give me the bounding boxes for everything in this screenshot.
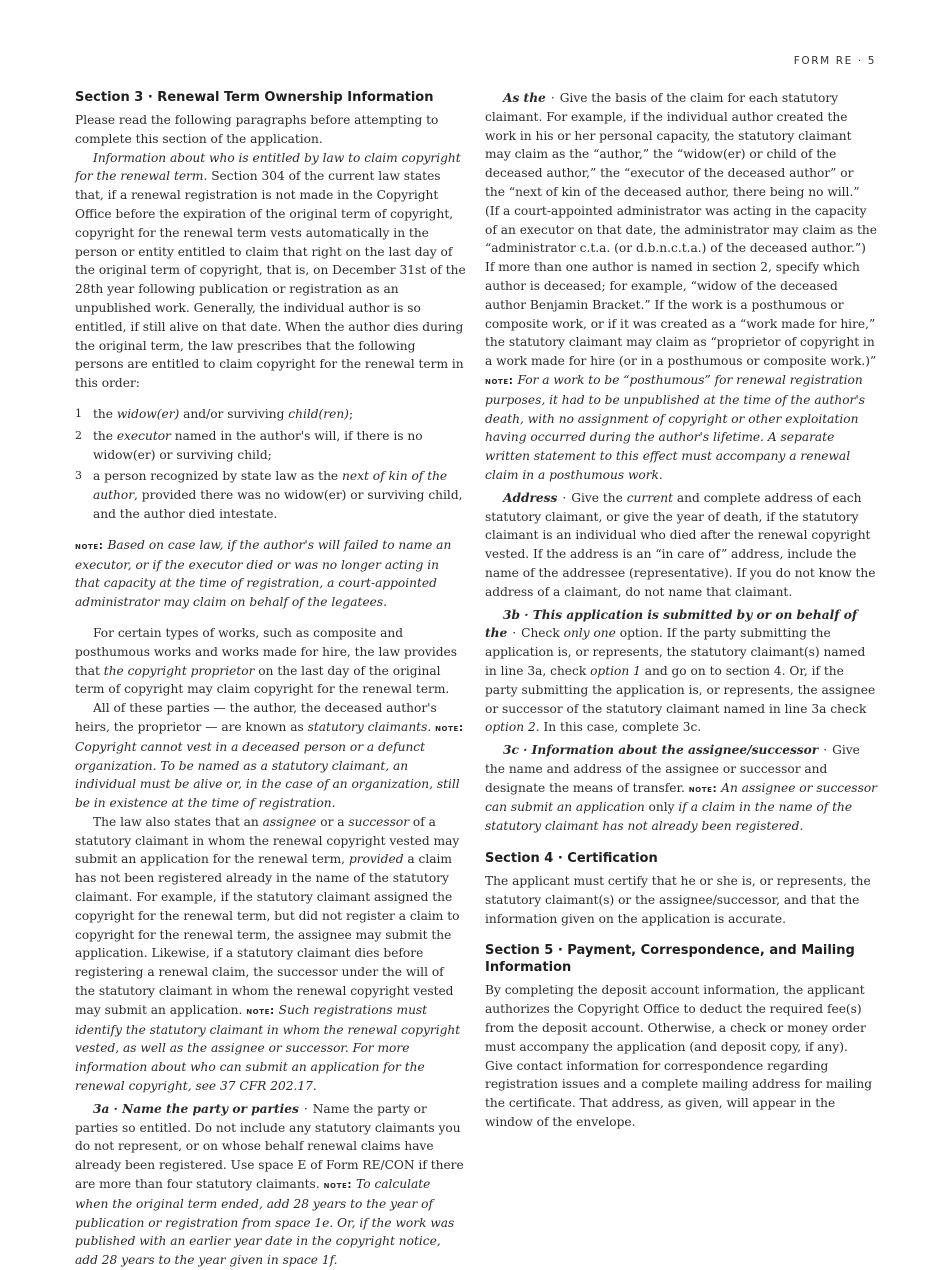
claimants-emphasis: statutory claimants <box>307 719 428 734</box>
running-head: FORM RE · 5 <box>793 55 876 67</box>
line-3a-text: Name the party or parties so entitled. Do not include any statutory claimants you do not represent, or on whose behalf renewal claims have already been registered. Use space E of Form RE/CON if there are more than four statutory claimants. <box>75 1101 464 1192</box>
who-entitled-lead: Information about who is entitled by law to claim copyright for the renewal term. <box>75 150 461 184</box>
list-item <box>75 427 467 465</box>
as-the-paragraph <box>485 89 877 485</box>
line-3b-text: Check <box>521 626 564 641</box>
law-emphasis: successor <box>348 814 410 829</box>
address-text: Give the <box>571 490 627 505</box>
who-entitled-text: Section 304 of the current law states that, if a renewal registration is not made in the Copyright Office before the expiration of the original term of copyright, copyright for the renewal term vests automatically in the person or entity entitled to claim that right on the last day of the original term of copyright, that is, on December 31st of the 28th year following publication or registration as an unpublished work. Generally, the individual author is so entitled, if still alive on that date. When the author dies during the original term, the law prescribes that the following persons are entitled to claim copyright for the renewal term in this order: <box>75 169 466 391</box>
list-item-text: , provided there was no widow(er) or surviving child, and the author died intestate. <box>93 488 463 521</box>
line-3b-paragraph <box>485 606 877 738</box>
separator-dot: · <box>823 743 828 758</box>
line-3c-paragraph <box>485 741 877 836</box>
list-item-emphasis: executor <box>116 428 171 443</box>
right-column <box>485 89 877 1132</box>
line-3b-emphasis: option 2 <box>485 720 536 735</box>
note-label: note : <box>75 540 104 552</box>
claimant-order-list <box>75 405 467 524</box>
note-label: note : <box>324 1179 353 1191</box>
section-3-title: Section 3 · Renewal Term Ownership Information <box>75 90 434 105</box>
list-item <box>75 467 467 523</box>
note-label: note : <box>689 783 718 795</box>
separator-dot: · <box>550 91 555 105</box>
line-3c-text: Give the name and address of the assignee or successor and designate the means of transfer. <box>485 743 860 795</box>
line-3b-text: . In this case, complete 3c. <box>535 720 702 735</box>
address-run-in-head: Address <box>503 490 558 505</box>
claimants-note-text: Copyright cannot vest in a deceased person or a defunct organization. To be named as a statutory claimant, an individual must be alive or, in the case of an organization, still be in existence at the time of registration. <box>75 739 460 811</box>
address-paragraph <box>485 489 877 602</box>
list-item-number: 3 <box>75 469 82 483</box>
line-3b-emphasis: option 1 <box>590 663 641 678</box>
left-column <box>75 89 467 1270</box>
list-item-text: named in the author's will, if there is no widow(er) or surviving child; <box>93 428 423 462</box>
line-3b-text: and go on to section 4. Or, if the party submitting the application is, or represents, the assignee or successor of the statutory claimant named in line 3a check <box>485 663 876 716</box>
law-emphasis: assignee <box>262 814 317 829</box>
list-item-number: 1 <box>75 406 82 420</box>
section-4-title: Section 4 · Certification <box>485 851 658 867</box>
list-item-text: the <box>93 406 117 421</box>
as-the-run-in-head: As the <box>503 91 546 105</box>
list-item-text: the <box>93 428 117 443</box>
line-3a-run-in-head: 3a · Name the party or parties <box>93 1101 299 1116</box>
separator-dot: · <box>562 490 567 505</box>
statutory-claimants-paragraph <box>75 699 467 813</box>
work-types-paragraph <box>75 624 467 699</box>
law-note-text: Such registrations must identify the statutory claimant in whom the renewal copyright vested, as well as the assignee or successor. For more information about who can submit an application for the renewal copyright, see 37 CFR 202.17. <box>75 1002 461 1094</box>
law-text: The law also states that an <box>93 814 263 829</box>
note-legatees-text: Based on case law, if the author's will failed to name an executor, or if the executor died or was no longer acting in that capacity at the time of registration, a court-appointed administrator may claim on behalf of the legatees. <box>75 537 452 610</box>
section-3-intro: Please read the following paragraphs before attempting to complete this section of the application. <box>75 113 439 146</box>
law-text: or a <box>316 814 349 829</box>
address-text: and complete address of each statutory claimant, or give the year of death, if the statutory claimant is an individual who died after the renewal copyright vested. If the address is an “in care of” address, include the name of the addressee (representative). If you do not know the address of a claimant, do not name that claimant. <box>485 490 876 599</box>
list-item-emphasis: child(ren) <box>288 406 349 421</box>
list-item <box>75 405 467 424</box>
line-3b-text: option. If the party submitting the application is, or represents, the statutory claimant(s) named in line 3a, check <box>485 626 866 678</box>
line-3a-paragraph <box>75 1100 467 1270</box>
law-text: a claim has not been registered already in the name of the statutory claimant. For example, if the statutory claimant assigned the copyright for the renewal term, but did not register a claim to copyright for the renewal term, the assignee may submit the application. Likewise, if a statutory claimant dies before registering a renewal claim, the successor under the will of the statutory claimant in whom the renewal copyright vested may submit an application. <box>75 852 460 1017</box>
list-item-emphasis: next of kin of the author <box>93 469 448 503</box>
line-3c-note-text: An assignee or successor can submit an application <box>485 780 877 815</box>
as-the-text: Give the basis of the claim for each statutory claimant. For example, if the individual author created the work in his or her personal capacity, the statutory claimant may claim as the “author,” the “widow(er) or child of the deceased author,” the “executor of the deceased author” or the “next of kin of the deceased author, there being no will.” (If a court-appointed administrator was acting in the capacity of an executor on that date, the administrator may claim as the “administrator c.t.a. (or d.b.n.c.t.a.) of the deceased author.”) If more than one author is named in section 2, specify which author is deceased; for example, “widow of the deceased author Benjamin Bracket.” If the work is a posthumous or composite work, or if it was created as a “work made for hire,” the statutory claimant may claim as “proprietor of copyright in a work made for hire (or in a posthumous or composite work.)” <box>485 91 877 369</box>
address-emphasis: current <box>626 490 674 505</box>
work-types-text: For certain types of works, such as composite and posthumous works and works made for hire, the law provides that <box>75 625 457 678</box>
note-legatees-paragraph <box>75 536 467 612</box>
separator-dot: · <box>512 626 517 641</box>
list-item-text: and/or surviving <box>179 406 289 421</box>
note-label: note : <box>246 1005 275 1017</box>
law-emphasis: provided <box>348 852 404 867</box>
list-item-text: a person recognized by state law as the <box>93 469 343 484</box>
work-types-emphasis: the copyright proprietor <box>103 663 255 678</box>
claimants-text: All of these parties — the author, the deceased author's heirs, the proprietor — are known as <box>75 701 437 734</box>
claimants-text: . <box>427 719 436 734</box>
assignee-successor-paragraph <box>75 813 467 1096</box>
line-3b-run-in-head: 3b · This application is submitted by or on behalf of the <box>485 607 858 641</box>
line-3b-emphasis: only one <box>563 626 616 641</box>
line-3c-note-text: if a claim in the name of the statutory claimant has not already been registered. <box>485 800 853 834</box>
list-item-text: ; <box>348 406 354 421</box>
line-3c-note-roman: only <box>644 800 679 815</box>
work-types-text: on the last day of the original term of copyright may claim copyright for the renewal term. <box>75 663 450 697</box>
line-3c-run-in-head: 3c · Information about the assignee/successor <box>503 743 819 758</box>
section-5-text: By completing the deposit account information, the applicant authorizes the Copyright Office to deduct the required fee(s) from the deposit account. Otherwise, a check or money order must accompany the application (and deposit copy, if any). Give contact information for correspondence regarding registration issues and a complete mailing address for mailing the certificate. That address, as given, will appear in the window of the envelope. <box>485 983 873 1130</box>
who-entitled-paragraph <box>75 149 467 393</box>
list-item-emphasis: widow(er) <box>116 406 180 421</box>
note-label: note : <box>435 722 464 734</box>
line-3a-note-text: To calculate when the original term ended, add 28 years to the year of publication or registration from space 1e. Or, if the work was published with an earlier year date in the copyright notice, add 28 years to the year given in space 1f. <box>75 1177 455 1268</box>
separator-dot: · <box>303 1101 308 1116</box>
note-label: note : <box>485 375 514 387</box>
section-5-title: Section 5 · Payment, Correspondence, and Mailing Information <box>485 943 855 976</box>
as-the-note-text: For a work to be “posthumous” for renewal registration purposes, it had to be unpublished at the time of the author's death, with no assignment of copyright or other exploitation having occurred during the author's lifetime. A separate written statement to this effect must accompany a renewal claim in a posthumous work. <box>485 372 865 482</box>
law-text: of a statutory claimant in whom the renewal copyright vested may submit an application for the renewal term, <box>75 814 460 867</box>
list-item-number: 2 <box>75 428 82 442</box>
section-4-text: The applicant must certify that he or she is, or represents, the statutory claimant(s) or the assignee/successor, and that the information given on the application is accurate. <box>485 874 871 926</box>
